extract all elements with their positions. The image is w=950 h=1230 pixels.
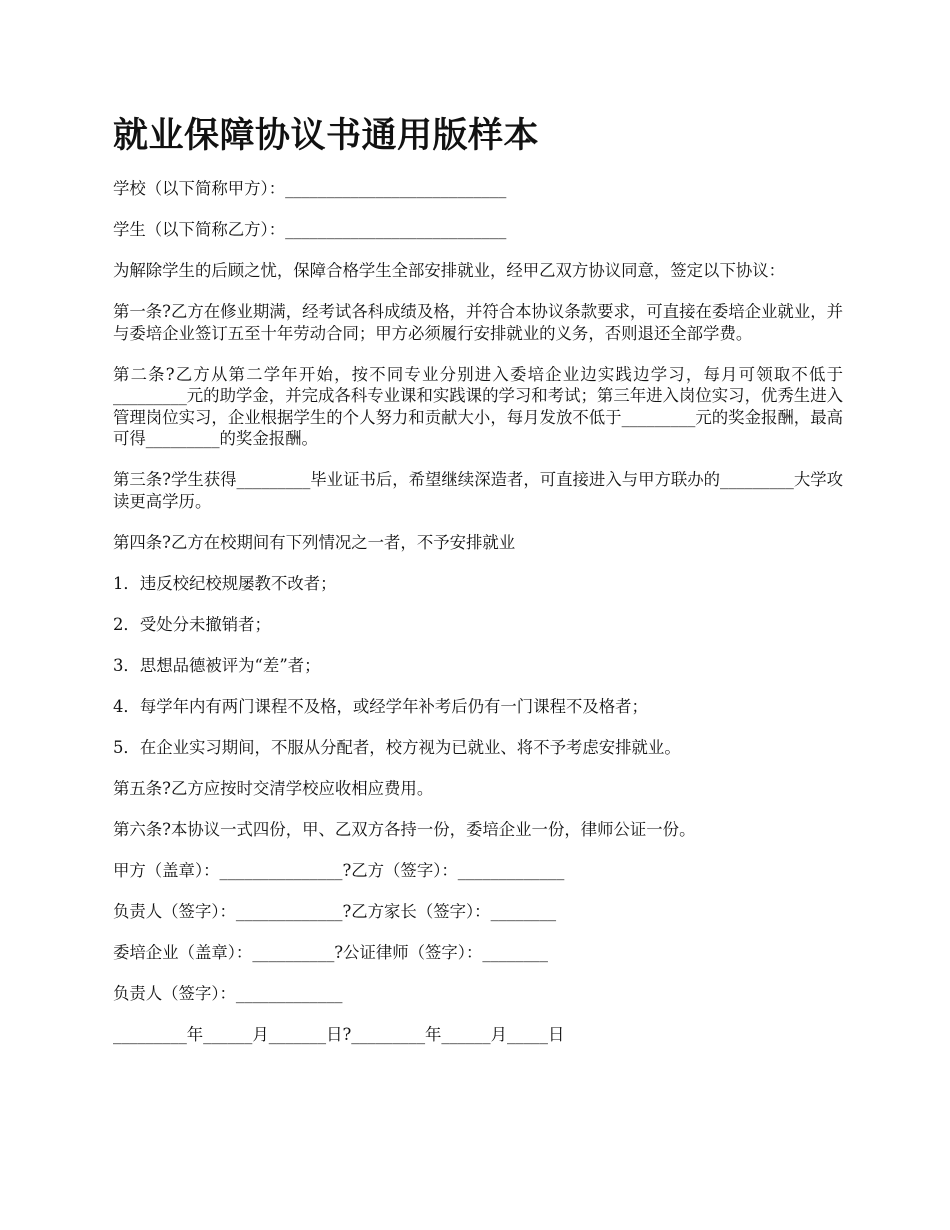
signature-line: 甲方（盖章）：_______________?乙方（签字）：_____________ bbox=[113, 860, 565, 880]
article-2-paragraph: 第二条?乙方从第二学年开始，按不同专业分别进入委培企业边实践边学习，每月可领取不低于_________元的助学金，并完成各科专业课和实践课的学习和考试；第三年进入岗位实习，优秀生进入管理岗位实习，企业根据学生的个人努力和贡献大小，每月发放不低于_________元的奖金报酬，最高可得_________的奖金报酬。 bbox=[113, 364, 843, 448]
date-line: _________年______月_______日?_________年______月_____日 bbox=[113, 1024, 565, 1044]
list-item: 4．每学年内有两门课程不及格，或经学年补考后仍有一门课程不及格者； bbox=[113, 696, 648, 716]
list-item: 5．在企业实习期间，不服从分配者，校方视为已就业、将不予考虑安排就业。 bbox=[113, 737, 681, 757]
article-1-paragraph: 第一条?乙方在修业期满，经考试各科成绩及格，并符合本协议条款要求，可直接在委培企业就业，并与委培企业签订五至十年劳动合同；甲方必须履行安排就业的义务，否则退还全部学费。 bbox=[113, 302, 843, 343]
list-item: 1．违反校纪校规屡教不改者； bbox=[113, 573, 337, 593]
article-3-paragraph: 第三条?学生获得_________毕业证书后，希望继续深造者，可直接进入与甲方联办的_________大学攻读更高学历。 bbox=[113, 470, 843, 511]
preamble-paragraph: 为解除学生的后顾之忧，保障合格学生全部安排就业，经甲乙双方协议同意，签定以下协议： bbox=[113, 261, 786, 280]
document-title: 就业保障协议书通用版样本 bbox=[113, 116, 540, 156]
list-item: 2．受处分未撤销者； bbox=[113, 614, 271, 634]
list-item: 3．思想品德被评为“差”者； bbox=[113, 655, 321, 675]
article-4-paragraph: 第四条?乙方在校期间有下列情况之一者，不予安排就业 bbox=[113, 532, 516, 552]
article-6-paragraph: 第六条?本协议一式四份，甲、乙双方各持一份，委培企业一份，律师公证一份。 bbox=[113, 819, 696, 839]
student-party-line: 学生（以下简称乙方）：___________________________ bbox=[113, 220, 507, 239]
document-page bbox=[113, 108, 843, 1065]
signature-line: 负责人（签字）：_____________ bbox=[113, 983, 343, 1003]
signature-line: 委培企业（盖章）：__________?公证律师（签字）：________ bbox=[113, 942, 548, 962]
school-party-line: 学校（以下简称甲方）：___________________________ bbox=[113, 179, 507, 198]
article-5-paragraph: 第五条?乙方应按时交清学校应收相应费用。 bbox=[113, 778, 434, 798]
signature-line: 负责人（签字）：_____________?乙方家长（签字）：________ bbox=[113, 901, 557, 921]
